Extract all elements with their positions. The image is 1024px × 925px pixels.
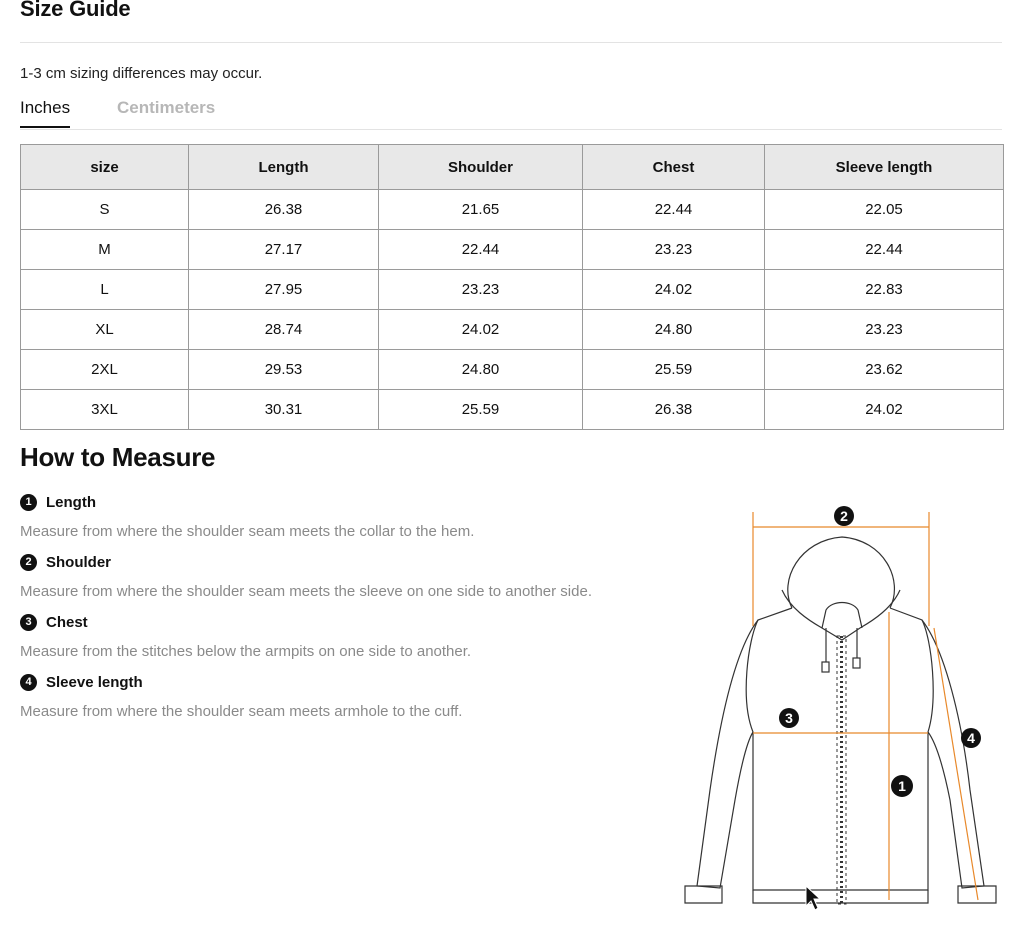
cell-length: 27.17: [189, 230, 379, 270]
measure-item-chest: [20, 612, 471, 660]
column-header-length: Length: [189, 145, 379, 190]
table-row: [21, 270, 1004, 310]
column-header-sleeve-length: Sleeve length: [765, 145, 1004, 190]
number-4-icon: 4: [20, 674, 37, 691]
cell-shoulder: 23.23: [379, 270, 583, 310]
table-row: [21, 390, 1004, 430]
cell-size: M: [21, 230, 189, 270]
svg-text:2: 2: [840, 508, 848, 524]
table-row: [21, 350, 1004, 390]
sizing-note: 1-3 cm sizing differences may occur.: [20, 65, 263, 82]
tab-inches[interactable]: Inches: [20, 98, 70, 128]
unit-tabs: [20, 94, 1002, 130]
cell-length: 29.53: [189, 350, 379, 390]
cell-size: S: [21, 190, 189, 230]
cell-shoulder: 24.02: [379, 310, 583, 350]
number-3-icon: 3: [20, 614, 37, 631]
hoodie-diagram: [670, 495, 1010, 920]
how-to-measure-title: How to Measure: [20, 442, 216, 472]
table-row: [21, 230, 1004, 270]
table-row: [21, 190, 1004, 230]
measure-description: Measure from where the shoulder seam meets armhole to the cuff.: [20, 703, 463, 720]
cell-length: 26.38: [189, 190, 379, 230]
size-table: [20, 144, 1004, 430]
measure-title: Chest: [46, 613, 88, 631]
number-2-icon: 2: [20, 554, 37, 571]
cell-length: 28.74: [189, 310, 379, 350]
table-header-row: [21, 145, 1004, 190]
zip-hoodie-icon: [670, 495, 1010, 920]
measure-description: Measure from where the shoulder seam meets the collar to the hem.: [20, 523, 475, 540]
cell-sleeve-length: 23.62: [765, 350, 1004, 390]
measure-description: Measure from the stitches below the armpits on one side to another.: [20, 643, 472, 660]
cell-length: 30.31: [189, 390, 379, 430]
number-1-icon: 1: [20, 494, 37, 511]
cell-length: 27.95: [189, 270, 379, 310]
measure-item-shoulder: [20, 552, 592, 600]
cell-shoulder: 21.65: [379, 190, 583, 230]
measure-item-length: [20, 492, 474, 540]
cell-shoulder: 25.59: [379, 390, 583, 430]
svg-text:4: 4: [967, 730, 975, 746]
cell-chest: 22.44: [583, 190, 765, 230]
cell-chest: 23.23: [583, 230, 765, 270]
cell-chest: 24.02: [583, 270, 765, 310]
column-header-size: size: [21, 145, 189, 190]
svg-text:3: 3: [785, 710, 793, 726]
column-header-shoulder: Shoulder: [379, 145, 583, 190]
cell-sleeve-length: 22.05: [765, 190, 1004, 230]
svg-text:1: 1: [898, 778, 906, 794]
cell-sleeve-length: 23.23: [765, 310, 1004, 350]
cell-sleeve-length: 22.44: [765, 230, 1004, 270]
cell-shoulder: 24.80: [379, 350, 583, 390]
cell-size: L: [21, 270, 189, 310]
cell-size: 3XL: [21, 390, 189, 430]
page-title: Size Guide: [20, 0, 131, 21]
measure-title: Length: [46, 493, 96, 511]
cell-chest: 24.80: [583, 310, 765, 350]
tab-centimeters[interactable]: Centimeters: [117, 98, 216, 117]
cell-size: 2XL: [21, 350, 189, 390]
cell-size: XL: [21, 310, 189, 350]
measure-item-sleeve-length: [20, 672, 462, 720]
title-divider: [20, 42, 1002, 43]
table-row: [21, 310, 1004, 350]
cell-chest: 26.38: [583, 390, 765, 430]
measure-description: Measure from where the shoulder seam meets the sleeve on one side to another side.: [20, 583, 592, 600]
measure-title: Shoulder: [46, 553, 112, 571]
cell-shoulder: 22.44: [379, 230, 583, 270]
cell-chest: 25.59: [583, 350, 765, 390]
cell-sleeve-length: 22.83: [765, 270, 1004, 310]
measure-title: Sleeve length: [46, 673, 143, 691]
cell-sleeve-length: 24.02: [765, 390, 1004, 430]
column-header-chest: Chest: [583, 145, 765, 190]
